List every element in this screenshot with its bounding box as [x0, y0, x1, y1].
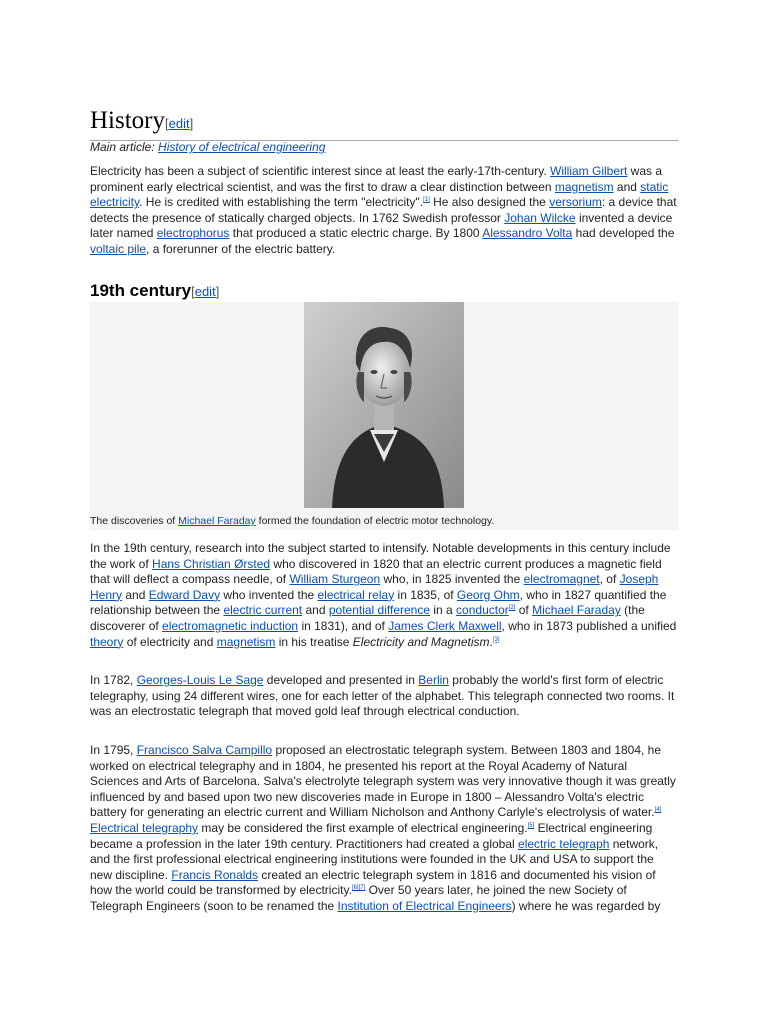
citation-3[interactable]: [3]	[492, 636, 500, 643]
link-joseph-henry[interactable]: Joseph Henry	[90, 572, 659, 602]
figure-faraday	[90, 302, 678, 530]
link-georg-ohm[interactable]: Georg Ohm	[456, 587, 520, 602]
treatise-title: Electricity and Magnetism	[352, 634, 490, 649]
edit-section-19th-century: [edit]	[191, 284, 220, 299]
link-francisco-salva-campillo[interactable]: Francisco Salva Campillo	[136, 743, 273, 757]
link-francis-ronalds[interactable]: Francis Ronalds	[171, 867, 259, 882]
citation-1[interactable]: [1]	[423, 197, 430, 204]
edit-link[interactable]: edit	[194, 284, 216, 299]
main-article-link[interactable]: History of electrical engineering	[158, 140, 326, 154]
link-william-sturgeon[interactable]: William Sturgeon	[289, 572, 381, 587]
section-title: History	[90, 107, 165, 134]
paragraph-salva-campillo: In 1795, Francisco Salva Campillo proposed an electrostatic telegraph system. Between 1803 and 1804, he worked on electrical telegraphy and in 1804, he presented his report at the Royal Academy of Natural Sciences and Arts of Barcelona. Salva's electrolyte telegraph system was very innovative though it was greatly influenced by and based upon two new discoveries made in Europe in 1800 – Alessandro Volta's electric battery for generating an electric current and William Nicholson and Anthony Carlyle's electrolysis of water.[4] Electrical telegraphy may be considered the first example of electrical engineering.[5] Electrical engineering became a profession in the later 19th century. Practitioners had created a global electric telegraph network, and the first professional electrical engineering institutions were founded in the UK and USA to support the new discipline. Francis Ronalds created an electric telegraph system in 1816 and documented his vision of how the world could be transformed by electricity.[6][7] Over 50 years later, he joined the new Society of Telegraph Engineers (soon to be renamed the Institution of Electrical Engineers) where he was regarded by	[90, 743, 676, 913]
subsection-title: 19th century	[90, 281, 192, 300]
figure-caption: The discoveries of Michael Faraday formed the foundation of electric motor technology.	[90, 515, 495, 527]
citation-2[interactable]: [2]	[508, 605, 516, 612]
link-michael-faraday[interactable]: Michael Faraday	[532, 603, 621, 618]
link-magnetism[interactable]: magnetism	[554, 179, 614, 194]
link-alessandro-volta[interactable]: Alessandro Volta	[482, 226, 573, 241]
link-electromagnet[interactable]: electromagnet	[523, 572, 600, 587]
faraday-portrait-image[interactable]	[304, 302, 464, 508]
link-magnetism-2[interactable]: magnetism	[216, 634, 276, 649]
link-electromagnetic-induction[interactable]: electromagnetic induction	[162, 618, 299, 633]
portrait-engraving	[304, 302, 464, 508]
citation-6-7[interactable]: [6][7]	[351, 885, 366, 892]
section-heading-history	[90, 106, 678, 141]
section-heading-19th-century	[90, 280, 219, 303]
link-conductor[interactable]: conductor	[456, 603, 509, 618]
link-edward-davy[interactable]: Edward Davy	[148, 587, 221, 602]
link-electric-current[interactable]: electric current	[223, 603, 303, 618]
paragraph-19th-century: In the 19th century, research into the subject started to intensify. Notable developments in this century include the work of Hans Christian Ørsted who discovered in 1820 that an electric current produces a magnetic field that will deflect a compass needle, of William Sturgeon who, in 1825 invented the electromagnet, of Joseph Henry and Edward Davy who invented the electrical relay in 1835, of Georg Ohm, who in 1827 quantified the relationship between the electric current and potential difference in a conductor[2] of Michael Faraday (the discoverer of electromagnetic induction in 1831), and of James Clerk Maxwell, who in 1873 published a unified theory of electricity and magnetism in his treatise Electricity and Magnetism.[3]	[90, 541, 677, 649]
link-william-gilbert[interactable]: William Gilbert	[550, 164, 628, 178]
link-johan-wilcke[interactable]: Johan Wilcke	[504, 210, 576, 225]
citation-5[interactable]: [5]	[527, 822, 535, 829]
link-michael-faraday-caption[interactable]: Michael Faraday	[178, 515, 256, 527]
paragraph-le-sage: In 1782, Georges-Louis Le Sage developed and presented in Berlin probably the world's first form of electric telegraphy, using 24 different wires, one for each letter of the alphabet. This telegraph connected two rooms. It was an electrostatic telegraph that moved gold leaf through electrical conduction.	[90, 673, 675, 719]
paragraph-intro: Electricity has been a subject of scientific interest since at least the early-17th-century. William Gilbert was a prominent early electrical scientist, and was the first to draw a clear distinction between magnetism and static electricity. He is credited with establishing the term "electricity".[1] He also designed the versorium: a device that detects the presence of statically charged objects. In 1762 Swedish professor Johan Wilcke invented a device later named electrophorus that produced a static electric charge. By 1800 Alessandro Volta had developed the voltaic pile, a forerunner of the electric battery.	[90, 164, 677, 256]
link-versorium[interactable]: versorium	[549, 195, 602, 210]
link-electric-telegraph[interactable]: electric telegraph	[518, 836, 610, 851]
link-institution-of-electrical-engineers[interactable]: Institution of Electrical Engineers	[337, 898, 512, 913]
link-electrical-telegraphy[interactable]: Electrical telegraphy	[90, 820, 199, 835]
link-berlin[interactable]: Berlin	[418, 673, 449, 687]
link-theory[interactable]: theory	[90, 634, 124, 649]
link-electrical-relay[interactable]: electrical relay	[317, 587, 395, 602]
link-electrophorus[interactable]: electrophorus	[156, 226, 230, 241]
edit-section-history: [edit]	[165, 116, 194, 131]
hatnote: Main article: History of electrical engineering	[90, 140, 326, 154]
link-potential-difference[interactable]: potential difference	[328, 603, 431, 618]
link-voltaic-pile[interactable]: voltaic pile	[90, 241, 147, 256]
link-static-electricity[interactable]: static electricity	[90, 179, 669, 210]
link-james-clerk-maxwell[interactable]: James Clerk Maxwell	[388, 618, 502, 633]
link-georges-louis-le-sage[interactable]: Georges-Louis Le Sage	[136, 673, 264, 687]
edit-link[interactable]: edit	[168, 116, 190, 131]
citation-4[interactable]: [4]	[654, 807, 662, 814]
link-hans-christian-orsted[interactable]: Hans Christian Ørsted	[152, 556, 271, 571]
